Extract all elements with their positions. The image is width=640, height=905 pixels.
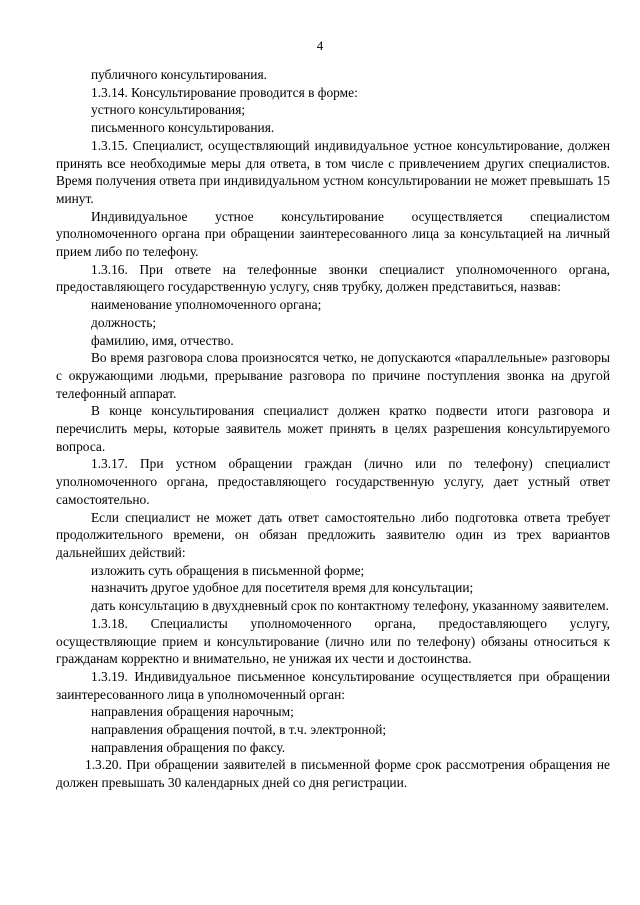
section-1-3-18: 1.3.18. Специалисты уполномоченного органа, предоставляющего услугу, осуществляющие прием и консультирование (лично или по телефону) обязаны относиться к гражданам корректно и внимательно, не унижая их чести и достоинства. — [56, 615, 610, 667]
list-item-oral: устного консультирования; — [91, 102, 246, 118]
section-1-3-20: 1.3.20. При обращении заявителей в письменной форме срок рассмотрения обращения не должен превышать 30 календарных дней со дня регистрации. — [56, 757, 610, 791]
paragraph-conversation-summary: В конце консультирования специалист должен кратко подвести итоги разговора и перечислить меры, которые заявитель может принять в целях разрешения консультируемого вопроса. — [56, 403, 610, 454]
paragraph-options-intro: Если специалист не может дать ответ самостоятельно либо подготовка ответа требует продолжительного времени, он обязан предложить заявителю один из трех вариантов дальнейших действий: — [56, 509, 610, 560]
list-item-by-mail: направления обращения почтой, в т.ч. электронной; — [91, 722, 387, 738]
paragraph-individual-oral: Индивидуальное устное консультирование осуществляется специалистом уполномоченного органа при обращении заинтересованного лица за консультацией на личный прием либо по телефону. — [56, 208, 610, 260]
section-1-3-14: 1.3.14. Консультирование проводится в форме: — [91, 84, 358, 100]
page-number: 4 — [316, 38, 324, 53]
list-item-by-fax: направления обращения по факсу. — [91, 739, 286, 755]
list-item-other-time: назначить другое удобное для посетителя время для консультации; — [91, 580, 474, 596]
paragraph-conversation-rules: Во время разговора слова произносятся четко, не допускаются «параллельные» разговоры с окружающими людьми, прерывание разговора по причине поступления звонка на другой телефонный аппарат. — [56, 350, 610, 401]
section-1-3-15: 1.3.15. Специалист, осуществляющий индивидуальное устное консультирование, должен принять все необходимые меры для ответа, в том числе с привлечением других специалистов. Время получения ответа при индивидуальном устном консультировании не может превышать 15 минут. — [56, 137, 610, 206]
list-item-written-form: изложить суть обращения в письменной форме; — [91, 562, 365, 578]
list-item-written: письменного консультирования. — [91, 120, 275, 136]
list-item-position: должность; — [91, 314, 157, 330]
list-item-full-name: фамилию, имя, отчество. — [91, 332, 234, 348]
list-item-two-day-term: дать консультацию в двухдневный срок по контактному телефону, указанному заявителем. — [91, 598, 609, 614]
section-1-3-19: 1.3.19. Индивидуальное письменное консультирование осуществляется при обращении заинтересованного лица в уполномоченный орган: — [56, 668, 610, 702]
paragraph-continuation: публичного консультирования. — [91, 67, 267, 82]
section-1-3-16: 1.3.16. При ответе на телефонные звонки специалист уполномоченного органа, предоставляющего государственную услугу, сняв трубку, должен представиться, назвав: — [56, 261, 610, 295]
list-item-organ-name: наименование уполномоченного органа; — [91, 297, 322, 313]
list-item-by-courier: направления обращения нарочным; — [91, 704, 294, 720]
section-1-3-17: 1.3.17. При устном обращении граждан (лично или по телефону) специалист уполномоченного органа, предоставляющего государственную услугу, дает устный ответ самостоятельно. — [56, 456, 610, 507]
document-body — [56, 66, 610, 792]
